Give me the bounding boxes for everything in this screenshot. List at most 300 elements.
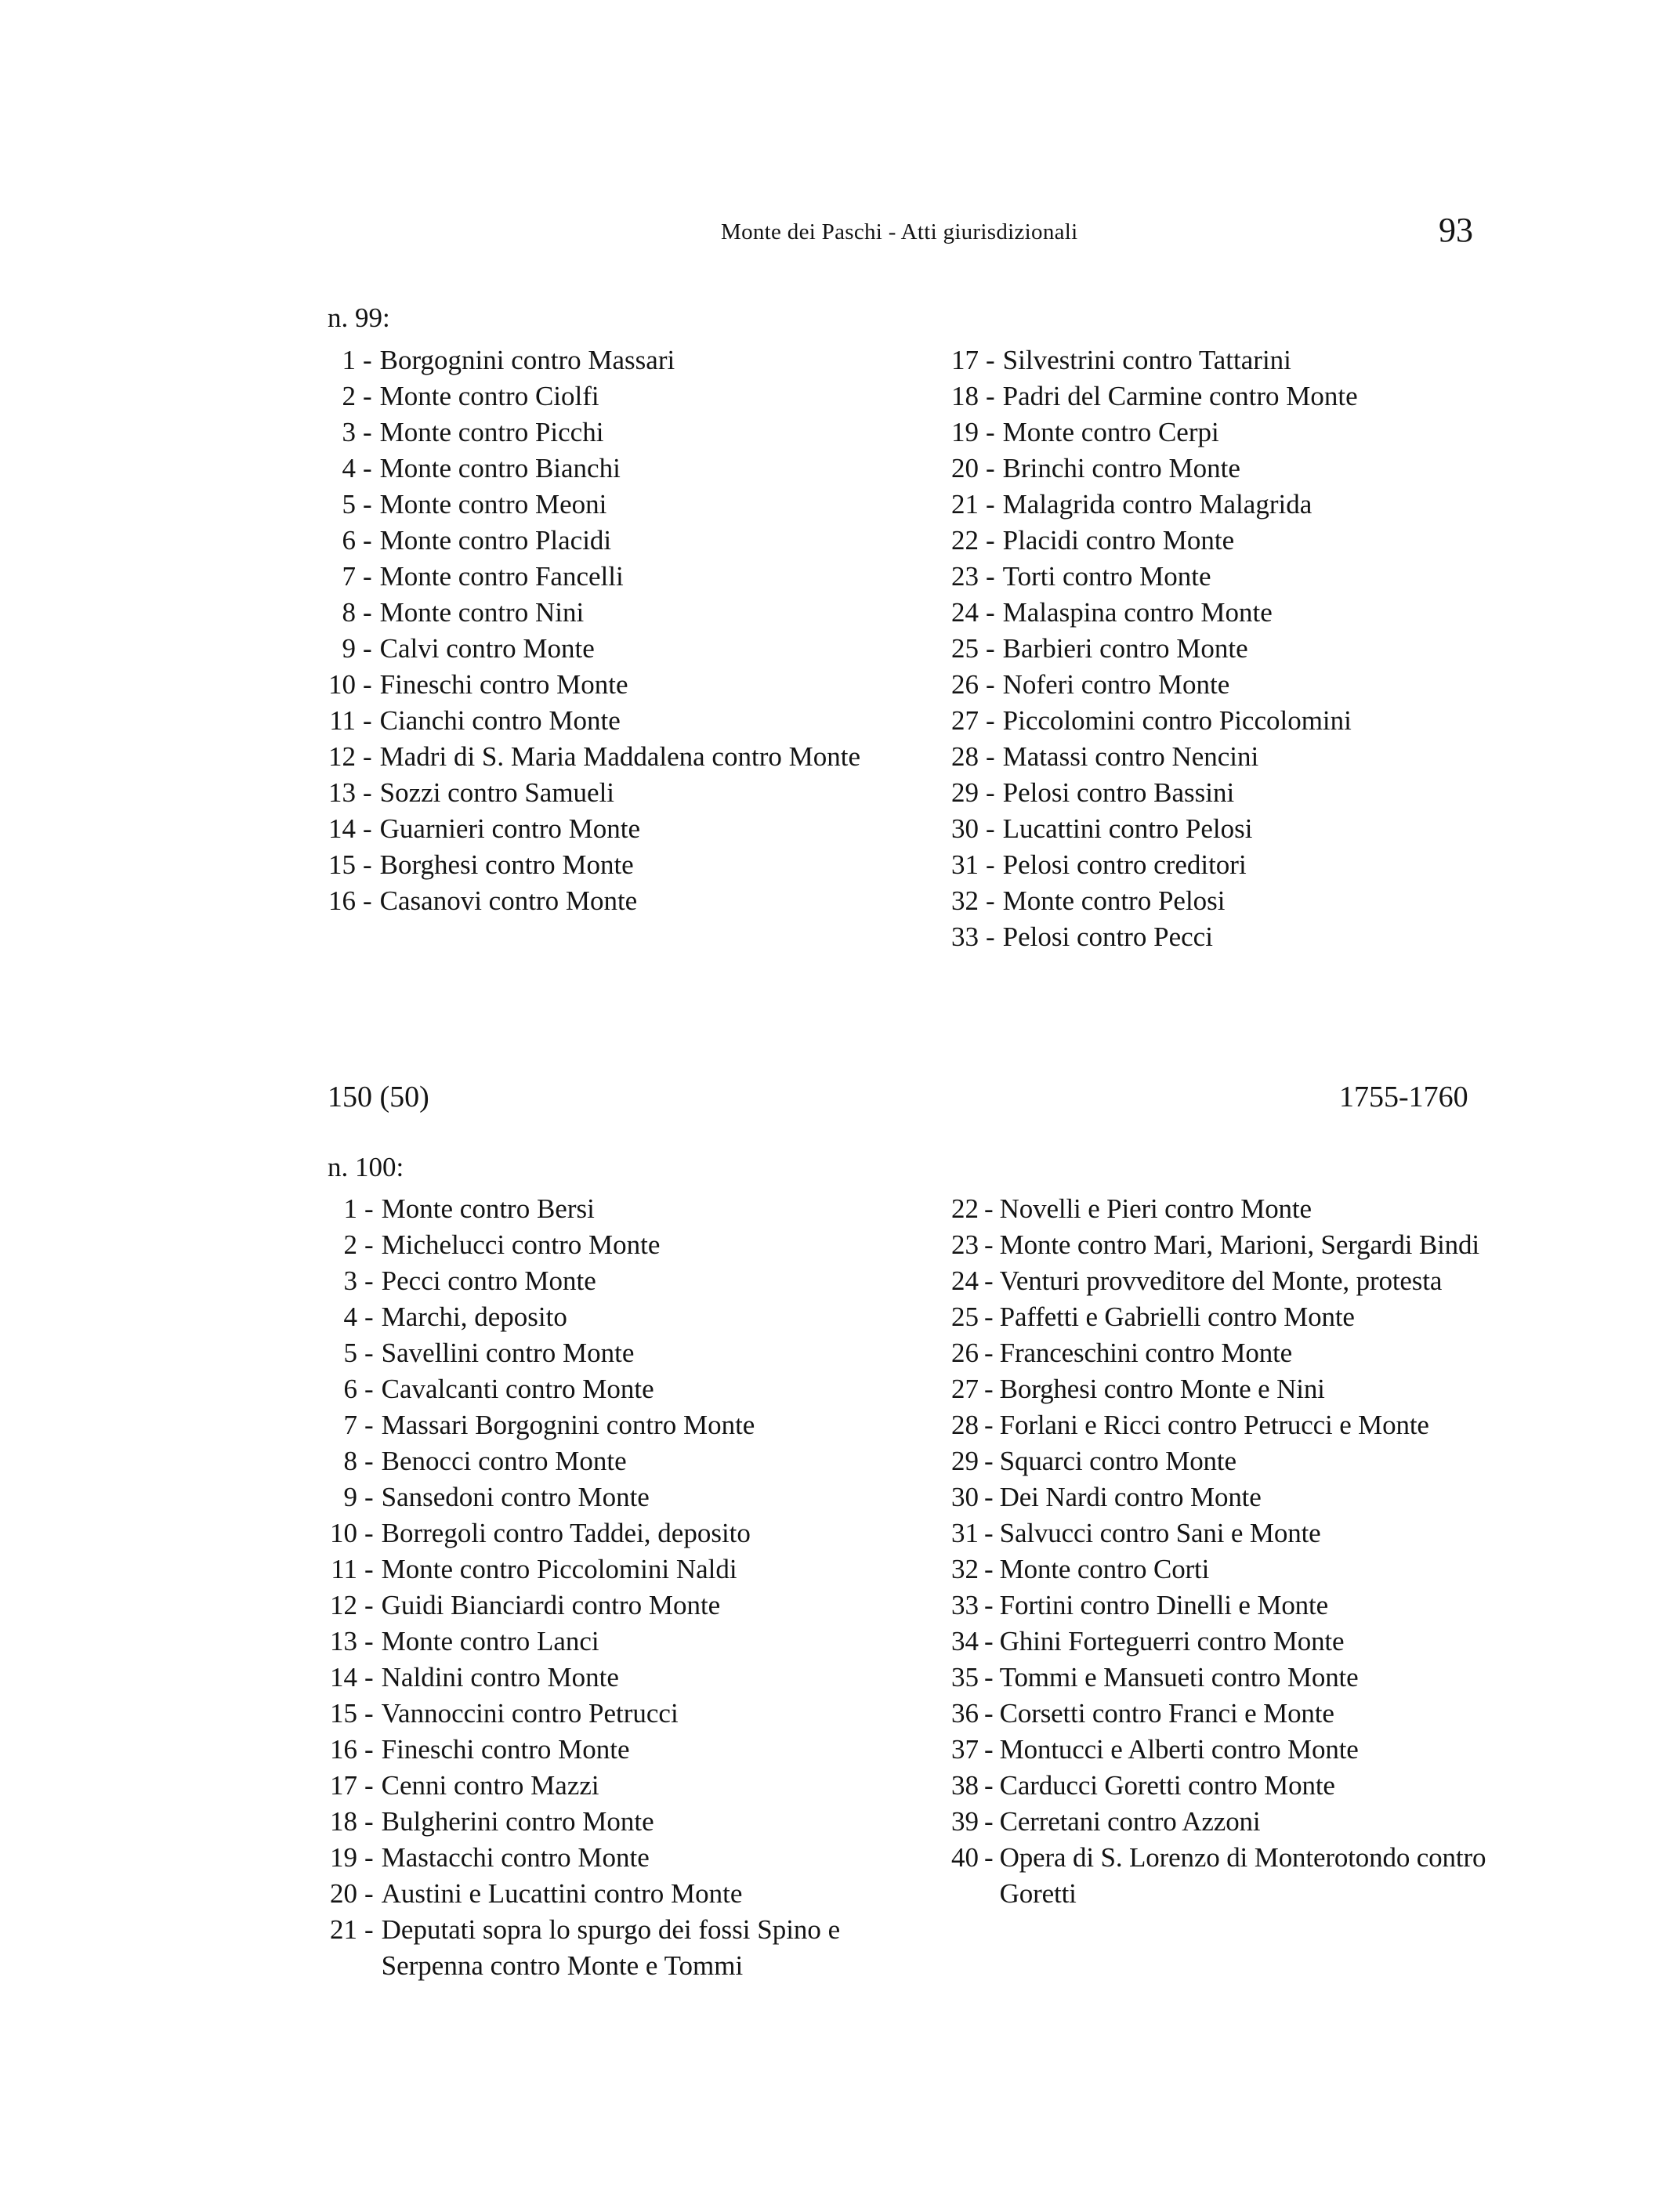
entry-text: Naldini contro Monte (381, 1662, 619, 1693)
entry-dash: - (984, 1265, 994, 1296)
entry-number: 39 (951, 1806, 979, 1837)
entry-dash: - (984, 1734, 994, 1765)
list-item (323, 378, 864, 415)
entry-text: Barbieri contro Monte (1002, 633, 1248, 664)
entry-text: Calvi contro Monte (379, 633, 595, 664)
entry-dash: - (364, 1878, 374, 1909)
list-item (323, 883, 864, 919)
entry-number: 15 (328, 849, 356, 880)
entry-text: Mastacchi contro Monte (381, 1842, 650, 1873)
list-item (944, 559, 1446, 595)
entry-dash: - (363, 741, 372, 772)
entry-dash: - (364, 1806, 374, 1837)
entry-dash: - (363, 345, 372, 375)
entry-number: 7 (343, 1410, 357, 1440)
list-item (944, 415, 1446, 451)
entry-dash: - (986, 777, 995, 808)
entry-text: Monte contro Corti (999, 1554, 1210, 1584)
list-item (323, 595, 864, 631)
block-99-right-list (944, 342, 1446, 955)
entry-dash: - (363, 669, 372, 700)
entry-number: 26 (951, 1338, 979, 1368)
entry-dash: - (984, 1662, 994, 1693)
list-item (944, 775, 1446, 811)
entry-text: Monte contro Mari, Marioni, Sergardi Bindi (999, 1229, 1479, 1260)
list-item (323, 1371, 879, 1407)
entry-dash: - (986, 705, 995, 736)
list-item (944, 811, 1446, 847)
entry-number: 24 (951, 1265, 979, 1296)
entry-dash: - (363, 597, 372, 628)
entry-number: 21 (330, 1914, 357, 1945)
entry-text: Guidi Bianciardi contro Monte (381, 1590, 721, 1620)
entry-dash: - (363, 633, 372, 664)
entry-number: 5 (342, 489, 356, 520)
list-item (944, 487, 1446, 523)
entry-dash: - (363, 561, 372, 592)
list-item (944, 1515, 1501, 1551)
list-item (323, 703, 864, 739)
entry-number: 36 (951, 1698, 979, 1729)
entry-number: 22 (951, 1193, 979, 1224)
entry-number: 35 (951, 1662, 979, 1693)
entry-dash: - (364, 1662, 374, 1693)
entry-dash: - (984, 1842, 994, 1873)
list-item (944, 342, 1446, 378)
entry-text: Borregoli contro Taddei, deposito (381, 1518, 751, 1548)
entry-text: Borgognini contro Massari (379, 345, 675, 375)
list-item (323, 1804, 879, 1840)
entry-text: Torti contro Monte (1002, 561, 1211, 592)
entry-text: Cerretani contro Azzoni (999, 1806, 1261, 1837)
entry-dash: - (986, 345, 995, 375)
entry-dash: - (986, 489, 995, 520)
block-100-label: n. 100: (328, 1152, 404, 1182)
entry-dash: - (364, 1265, 374, 1296)
entry-number: 3 (342, 417, 356, 447)
list-item (944, 1551, 1501, 1588)
entry-dash: - (364, 1446, 374, 1476)
entry-number: 11 (331, 1554, 357, 1584)
entry-number: 25 (951, 1302, 979, 1332)
entry-text: Placidi contro Monte (1002, 525, 1235, 556)
entry-text: Venturi provveditore del Monte, protesta (999, 1265, 1443, 1296)
entry-text: Carducci Goretti contro Monte (999, 1770, 1335, 1801)
entry-text: Marchi, deposito (381, 1302, 567, 1332)
entry-dash: - (364, 1229, 374, 1260)
entry-number: 6 (343, 1374, 357, 1404)
entry-text: Austini e Lucattini contro Monte (381, 1878, 743, 1909)
list-item (944, 1732, 1501, 1768)
entry-number: 11 (329, 705, 356, 736)
entry-text: Paffetti e Gabrielli contro Monte (999, 1302, 1355, 1332)
list-item (944, 1443, 1501, 1479)
list-item (323, 1515, 879, 1551)
entry-text: Tommi e Mansueti contro Monte (999, 1662, 1359, 1693)
entry-dash: - (363, 525, 372, 556)
entry-number: 16 (330, 1734, 357, 1765)
entry-number: 15 (330, 1698, 357, 1729)
entry-text: Monte contro Meoni (379, 489, 607, 520)
list-item (944, 739, 1446, 775)
list-item (323, 342, 864, 378)
entry-text: Borghesi contro Monte e Nini (999, 1374, 1325, 1404)
entry-text: Corsetti contro Franci e Monte (999, 1698, 1334, 1729)
entry-number: 27 (951, 1374, 979, 1404)
entry-text: Forlani e Ricci contro Petrucci e Monte (999, 1410, 1429, 1440)
entry-dash: - (984, 1698, 994, 1729)
list-item (944, 919, 1446, 955)
entry-number: 18 (951, 381, 979, 411)
block-99-label: n. 99: (328, 302, 390, 333)
list-item (323, 631, 864, 667)
list-item (323, 739, 864, 775)
entry-number: 33 (951, 1590, 979, 1620)
entry-dash: - (363, 417, 372, 447)
entry-text: Casanovi contro Monte (379, 885, 638, 916)
entry-dash: - (986, 561, 995, 592)
entry-text: Guarnieri contro Monte (379, 813, 641, 844)
entry-number: 10 (328, 669, 356, 700)
list-item (323, 1263, 879, 1299)
list-item (323, 1912, 879, 1984)
entry-text: Fortini contro Dinelli e Monte (999, 1590, 1328, 1620)
entry-number: 19 (330, 1842, 357, 1873)
entry-text: Pelosi contro Bassini (1002, 777, 1235, 808)
entry-text: Sozzi contro Samueli (379, 777, 615, 808)
list-item (944, 1371, 1501, 1407)
entry-number: 17 (951, 345, 979, 375)
entry-text: Michelucci contro Monte (381, 1229, 661, 1260)
entry-text: Ghini Forteguerri contro Monte (999, 1626, 1345, 1656)
entry-dash: - (984, 1446, 994, 1476)
list-item (323, 1191, 879, 1227)
list-item (323, 523, 864, 559)
entry-number: 26 (951, 669, 979, 700)
entry-text: Fineschi contro Monte (379, 669, 628, 700)
entry-number: 32 (951, 885, 979, 916)
entry-dash: - (986, 849, 995, 880)
entry-dash: - (364, 1302, 374, 1332)
entry-dash: - (984, 1193, 994, 1224)
entry-text: Dei Nardi contro Monte (999, 1482, 1262, 1512)
entry-dash: - (363, 489, 372, 520)
entry-dash: - (363, 813, 372, 844)
list-item (323, 1588, 879, 1624)
list-item (944, 378, 1446, 415)
list-item (323, 811, 864, 847)
list-item (944, 451, 1446, 487)
entry-dash: - (363, 777, 372, 808)
list-item (944, 1407, 1501, 1443)
entry-number: 4 (342, 453, 356, 483)
entry-number: 30 (951, 813, 979, 844)
entry-dash: - (364, 1842, 374, 1873)
list-item (944, 1660, 1501, 1696)
list-item (323, 1732, 879, 1768)
entry-dash: - (984, 1302, 994, 1332)
list-item (323, 1660, 879, 1696)
entry-number: 29 (951, 777, 979, 808)
list-item (944, 1624, 1501, 1660)
entry-number: 28 (951, 741, 979, 772)
list-item (323, 1696, 879, 1732)
entry-text: Borghesi contro Monte (379, 849, 634, 880)
entry-text: Monte contro Pelosi (1002, 885, 1226, 916)
list-item (944, 1263, 1501, 1299)
entry-number: 31 (951, 1518, 979, 1548)
entry-dash: - (986, 597, 995, 628)
section-dates: 1755-1760 (1339, 1081, 1468, 1113)
entry-text: Cenni contro Mazzi (381, 1770, 599, 1801)
entry-dash: - (986, 633, 995, 664)
entry-text: Monte contro Cerpi (1002, 417, 1219, 447)
entry-number: 2 (342, 381, 356, 411)
entry-text: Malaspina contro Monte (1002, 597, 1273, 628)
entry-number: 1 (343, 1193, 357, 1224)
entry-text: Monte contro Ciolfi (379, 381, 599, 411)
entry-number: 17 (330, 1770, 357, 1801)
list-item (944, 1840, 1501, 1912)
entry-text: Pelosi contro Pecci (1002, 921, 1213, 952)
entry-dash: - (364, 1518, 374, 1548)
entry-text: Brinchi contro Monte (1002, 453, 1240, 483)
entry-number: 25 (951, 633, 979, 664)
entry-text: Madri di S. Maria Maddalena contro Monte (379, 741, 860, 772)
entry-dash: - (986, 669, 995, 700)
entry-text: Massari Borgognini contro Monte (381, 1410, 755, 1440)
list-item (323, 415, 864, 451)
entry-number: 14 (328, 813, 356, 844)
entry-dash: - (364, 1914, 374, 1945)
entry-dash: - (986, 381, 995, 411)
entry-text: Silvestrini contro Tattarini (1002, 345, 1291, 375)
entry-text: Monte contro Bersi (381, 1193, 595, 1224)
entry-number: 4 (343, 1302, 357, 1332)
entry-text: Monte contro Placidi (379, 525, 612, 556)
entry-number: 6 (342, 525, 356, 556)
list-item (323, 1840, 879, 1876)
entry-number: 2 (343, 1229, 357, 1260)
list-item (944, 1299, 1501, 1335)
entry-text: Monte contro Nini (379, 597, 585, 628)
entry-number: 24 (951, 597, 979, 628)
list-item (944, 595, 1446, 631)
entry-number: 8 (343, 1446, 357, 1476)
entry-text: Salvucci contro Sani e Monte (999, 1518, 1321, 1548)
entry-number: 27 (951, 705, 979, 736)
entry-dash: - (363, 849, 372, 880)
entry-text: Noferi contro Monte (1002, 669, 1230, 700)
entry-number: 3 (343, 1265, 357, 1296)
entry-dash: - (986, 453, 995, 483)
entry-dash: - (986, 921, 995, 952)
entry-number: 12 (328, 741, 356, 772)
entry-text: Squarci contro Monte (999, 1446, 1236, 1476)
entry-number: 5 (343, 1338, 357, 1368)
list-item (944, 1191, 1501, 1227)
list-item (944, 883, 1446, 919)
list-item (323, 1624, 879, 1660)
list-item (323, 1335, 879, 1371)
list-item (323, 667, 864, 703)
entry-number: 14 (330, 1662, 357, 1693)
entry-dash: - (986, 417, 995, 447)
list-item (944, 667, 1446, 703)
list-item (944, 1696, 1501, 1732)
entry-number: 23 (951, 1229, 979, 1260)
entry-dash: - (984, 1374, 994, 1404)
entry-dash: - (364, 1482, 374, 1512)
list-item (323, 451, 864, 487)
entry-number: 12 (330, 1590, 357, 1620)
entry-dash: - (364, 1338, 374, 1368)
entry-text: Benocci contro Monte (381, 1446, 627, 1476)
section-number: 150 (50) (328, 1081, 429, 1113)
list-item (944, 1479, 1501, 1515)
list-item (323, 1876, 879, 1912)
entry-text: Vannoccini contro Petrucci (381, 1698, 679, 1729)
list-item (323, 1299, 879, 1335)
entry-dash: - (364, 1626, 374, 1656)
entry-dash: - (984, 1338, 994, 1368)
entry-text: Malagrida contro Malagrida (1002, 489, 1312, 520)
block-100-right-list (944, 1191, 1501, 1912)
entry-dash: - (363, 381, 372, 411)
entry-text: Monte contro Picchi (379, 417, 604, 447)
entry-number: 7 (342, 561, 356, 592)
entry-number: 28 (951, 1410, 979, 1440)
list-item (323, 487, 864, 523)
entry-number: 33 (951, 921, 979, 952)
list-item (323, 1227, 879, 1263)
entry-number: 29 (951, 1446, 979, 1476)
entry-text: Bulgherini contro Monte (381, 1806, 654, 1837)
entry-number: 16 (328, 885, 356, 916)
entry-dash: - (984, 1554, 994, 1584)
entry-number: 20 (330, 1878, 357, 1909)
entry-number: 32 (951, 1554, 979, 1584)
entry-dash: - (363, 453, 372, 483)
entry-text: Monte contro Piccolomini Naldi (381, 1554, 737, 1584)
entry-number: 40 (951, 1842, 979, 1873)
entry-number: 13 (328, 777, 356, 808)
entry-number: 9 (342, 633, 356, 664)
page-number: 93 (1439, 211, 1473, 249)
entry-number: 19 (951, 417, 979, 447)
entry-number: 20 (951, 453, 979, 483)
entry-text: Fineschi contro Monte (381, 1734, 630, 1765)
list-item (944, 703, 1446, 739)
list-item (323, 1551, 879, 1588)
entry-dash: - (984, 1590, 994, 1620)
list-item (323, 1479, 879, 1515)
entry-number: 31 (951, 849, 979, 880)
list-item (944, 1804, 1501, 1840)
block-100-left-list (323, 1191, 879, 1984)
list-item (944, 631, 1446, 667)
entry-text: Cianchi contro Monte (379, 705, 621, 736)
entry-text: Padri del Carmine contro Monte (1002, 381, 1358, 411)
list-item (944, 1588, 1501, 1624)
entry-dash: - (364, 1193, 374, 1224)
list-item (944, 1227, 1501, 1263)
entry-dash: - (986, 885, 995, 916)
entry-dash: - (364, 1698, 374, 1729)
list-item (944, 1335, 1501, 1371)
entry-dash: - (986, 813, 995, 844)
list-item (323, 1768, 879, 1804)
list-item (323, 775, 864, 811)
entry-dash: - (984, 1518, 994, 1548)
entry-number: 10 (330, 1518, 357, 1548)
entry-dash: - (364, 1374, 374, 1404)
entry-dash: - (984, 1229, 994, 1260)
entry-text: Monte contro Bianchi (379, 453, 621, 483)
entry-text: Deputati sopra lo spurgo dei fossi Spino e Serpenna contro Monte e Tommi (381, 1914, 841, 1981)
list-item (323, 1407, 879, 1443)
running-title: Monte dei Paschi - Atti giurisdizionali (721, 219, 1078, 244)
entry-text: Lucattini contro Pelosi (1002, 813, 1253, 844)
entry-number: 34 (951, 1626, 979, 1656)
entry-number: 23 (951, 561, 979, 592)
entry-number: 1 (342, 345, 356, 375)
entry-dash: - (986, 741, 995, 772)
entry-number: 9 (343, 1482, 357, 1512)
entry-dash: - (986, 525, 995, 556)
entry-number: 18 (330, 1806, 357, 1837)
entry-number: 21 (951, 489, 979, 520)
entry-text: Opera di S. Lorenzo di Monterotondo contro Goretti (999, 1842, 1486, 1909)
entry-dash: - (364, 1770, 374, 1801)
entry-dash: - (364, 1410, 374, 1440)
entry-dash: - (984, 1626, 994, 1656)
entry-text: Montucci e Alberti contro Monte (999, 1734, 1359, 1765)
entry-number: 37 (951, 1734, 979, 1765)
entry-number: 30 (951, 1482, 979, 1512)
entry-text: Savellini contro Monte (381, 1338, 635, 1368)
entry-text: Pelosi contro creditori (1002, 849, 1247, 880)
entry-text: Pecci contro Monte (381, 1265, 596, 1296)
list-item (323, 1443, 879, 1479)
list-item (944, 847, 1446, 883)
entry-number: 13 (330, 1626, 357, 1656)
entry-dash: - (984, 1410, 994, 1440)
entry-text: Franceschini contro Monte (999, 1338, 1293, 1368)
block-99-left-list (323, 342, 864, 919)
entry-text: Monte contro Lanci (381, 1626, 599, 1656)
list-item (323, 559, 864, 595)
entry-number: 38 (951, 1770, 979, 1801)
entry-dash: - (363, 705, 372, 736)
entry-text: Cavalcanti contro Monte (381, 1374, 654, 1404)
entry-dash: - (984, 1806, 994, 1837)
entry-number: 8 (342, 597, 356, 628)
entry-text: Sansedoni contro Monte (381, 1482, 650, 1512)
entry-dash: - (364, 1554, 374, 1584)
list-item (944, 523, 1446, 559)
entry-text: Novelli e Pieri contro Monte (999, 1193, 1312, 1224)
entry-number: 22 (951, 525, 979, 556)
entry-text: Matassi contro Nencini (1002, 741, 1259, 772)
list-item (323, 847, 864, 883)
entry-dash: - (984, 1482, 994, 1512)
list-item (944, 1768, 1501, 1804)
entry-text: Monte contro Fancelli (379, 561, 624, 592)
entry-dash: - (364, 1734, 374, 1765)
entry-dash: - (364, 1590, 374, 1620)
entry-dash: - (984, 1770, 994, 1801)
